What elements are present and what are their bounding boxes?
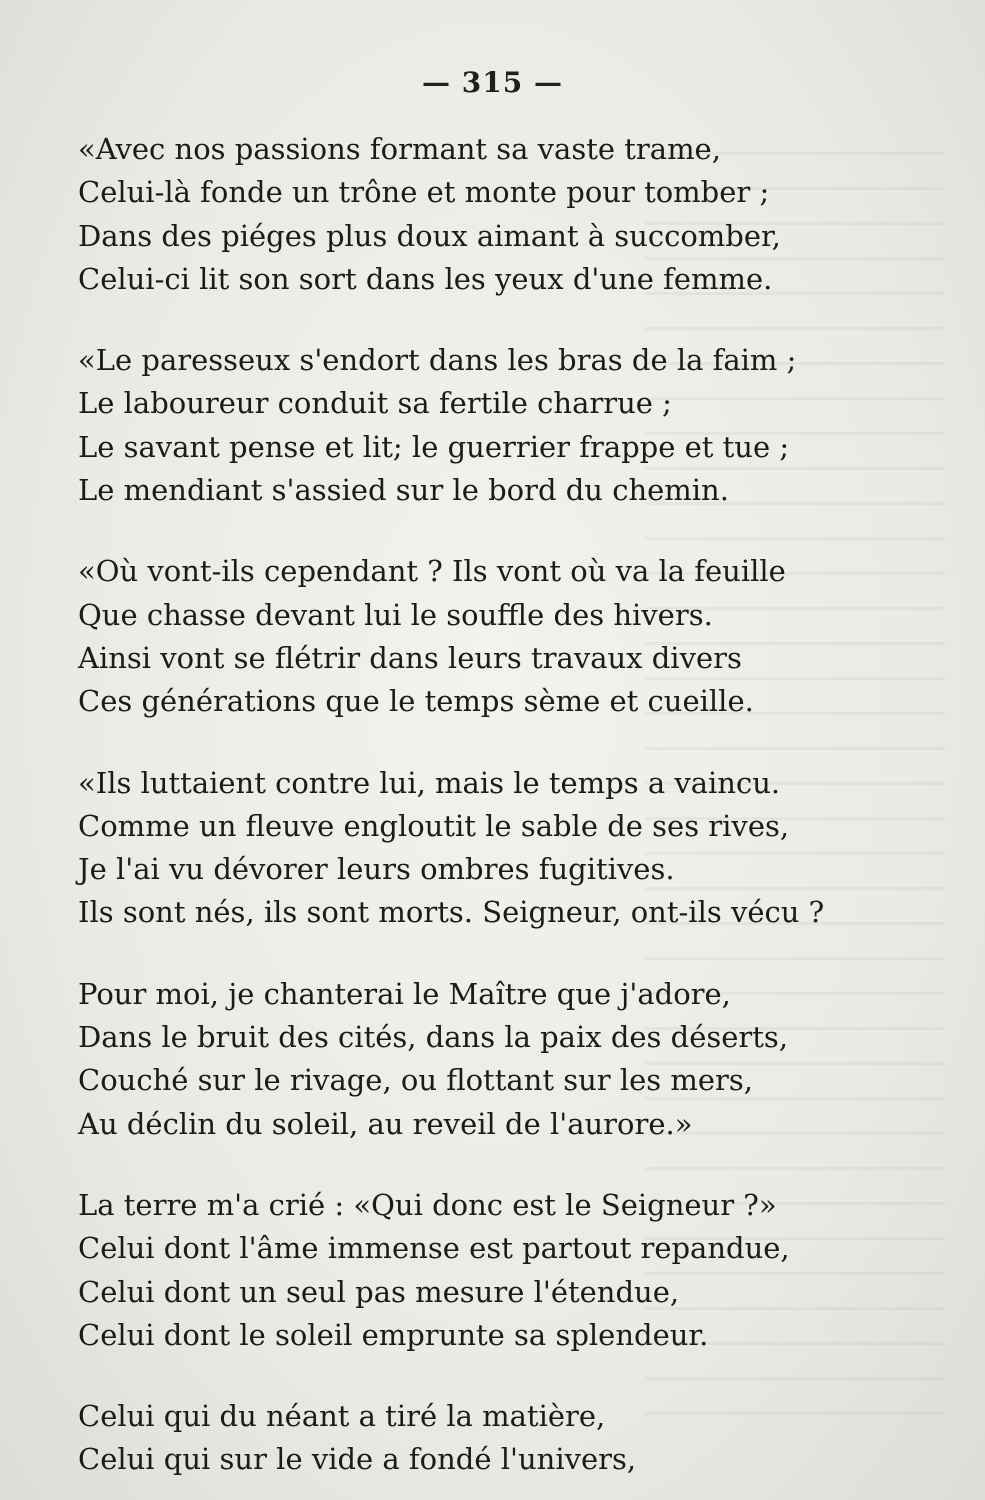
verse-line: «Le paresseux s'endort dans les bras de la faim ; [78,343,797,378]
page-number: — 315 — [422,66,563,99]
verse-line: Ces générations que le temps sème et cueille. [78,684,754,719]
verse-line: Celui qui du néant a tiré la matière, [78,1399,606,1434]
poem [78,128,938,1500]
verse-line: Dans des piéges plus doux aimant à succomber, [78,218,781,253]
verse-line: Celui-là fonde un trône et monte pour tomber ; [78,175,770,210]
stanza [78,762,938,935]
verse-line: Celui dont un seul pas mesure l'étendue, [78,1274,680,1309]
verse-line: Le savant pense et lit; le guerrier frappe et tue ; [78,429,790,464]
verse-line: Que chasse devant lui le souffle des hivers. [78,597,713,632]
verse-line: Je l'ai vu dévorer leurs ombres fugitives. [78,852,675,887]
stanza [78,1395,938,1482]
stanza [78,550,938,723]
verse-line: Celui qui sur le vide a fondé l'univers, [78,1442,637,1477]
verse-line: Le laboureur conduit sa fertile charrue ; [78,386,672,421]
stanza [78,1184,938,1357]
stanza [78,128,938,301]
verse-line: «Où vont-ils cependant ? Ils vont où va la feuille [78,554,786,589]
verse-line: Le mendiant s'assied sur le bord du chemin. [78,473,729,508]
verse-line: Celui-ci lit son sort dans les yeux d'une femme. [78,261,773,296]
verse-line: La terre m'a crié : «Qui donc est le Seigneur ?» [78,1187,777,1222]
verse-line: Ainsi vont se flétrir dans leurs travaux divers [78,640,742,675]
verse-line: Au déclin du soleil, au reveil de l'aurore.» [78,1106,693,1141]
verse-line: Pour moi, je chanterai le Maître que j'adore, [78,976,731,1011]
stanza [78,339,938,512]
stanza [78,973,938,1146]
verse-line: Ils sont nés, ils sont morts. Seigneur, ont-ils vécu ? [78,895,825,930]
verse-line: «Ils luttaient contre lui, mais le temps a vaincu. [78,765,781,800]
verse-line: «Avec nos passions formant sa vaste trame, [78,132,721,166]
verse-line: Comme un fleuve engloutit le sable de ses rives, [78,808,790,843]
verse-line: Celui dont le soleil emprunte sa splendeur. [78,1317,709,1352]
verse-line: Dans le bruit des cités, dans la paix des déserts, [78,1020,789,1055]
verse-line: Couché sur le rivage, ou flottant sur les mers, [78,1063,754,1098]
verse-line: Celui dont l'âme immense est partout repandue, [78,1231,790,1266]
